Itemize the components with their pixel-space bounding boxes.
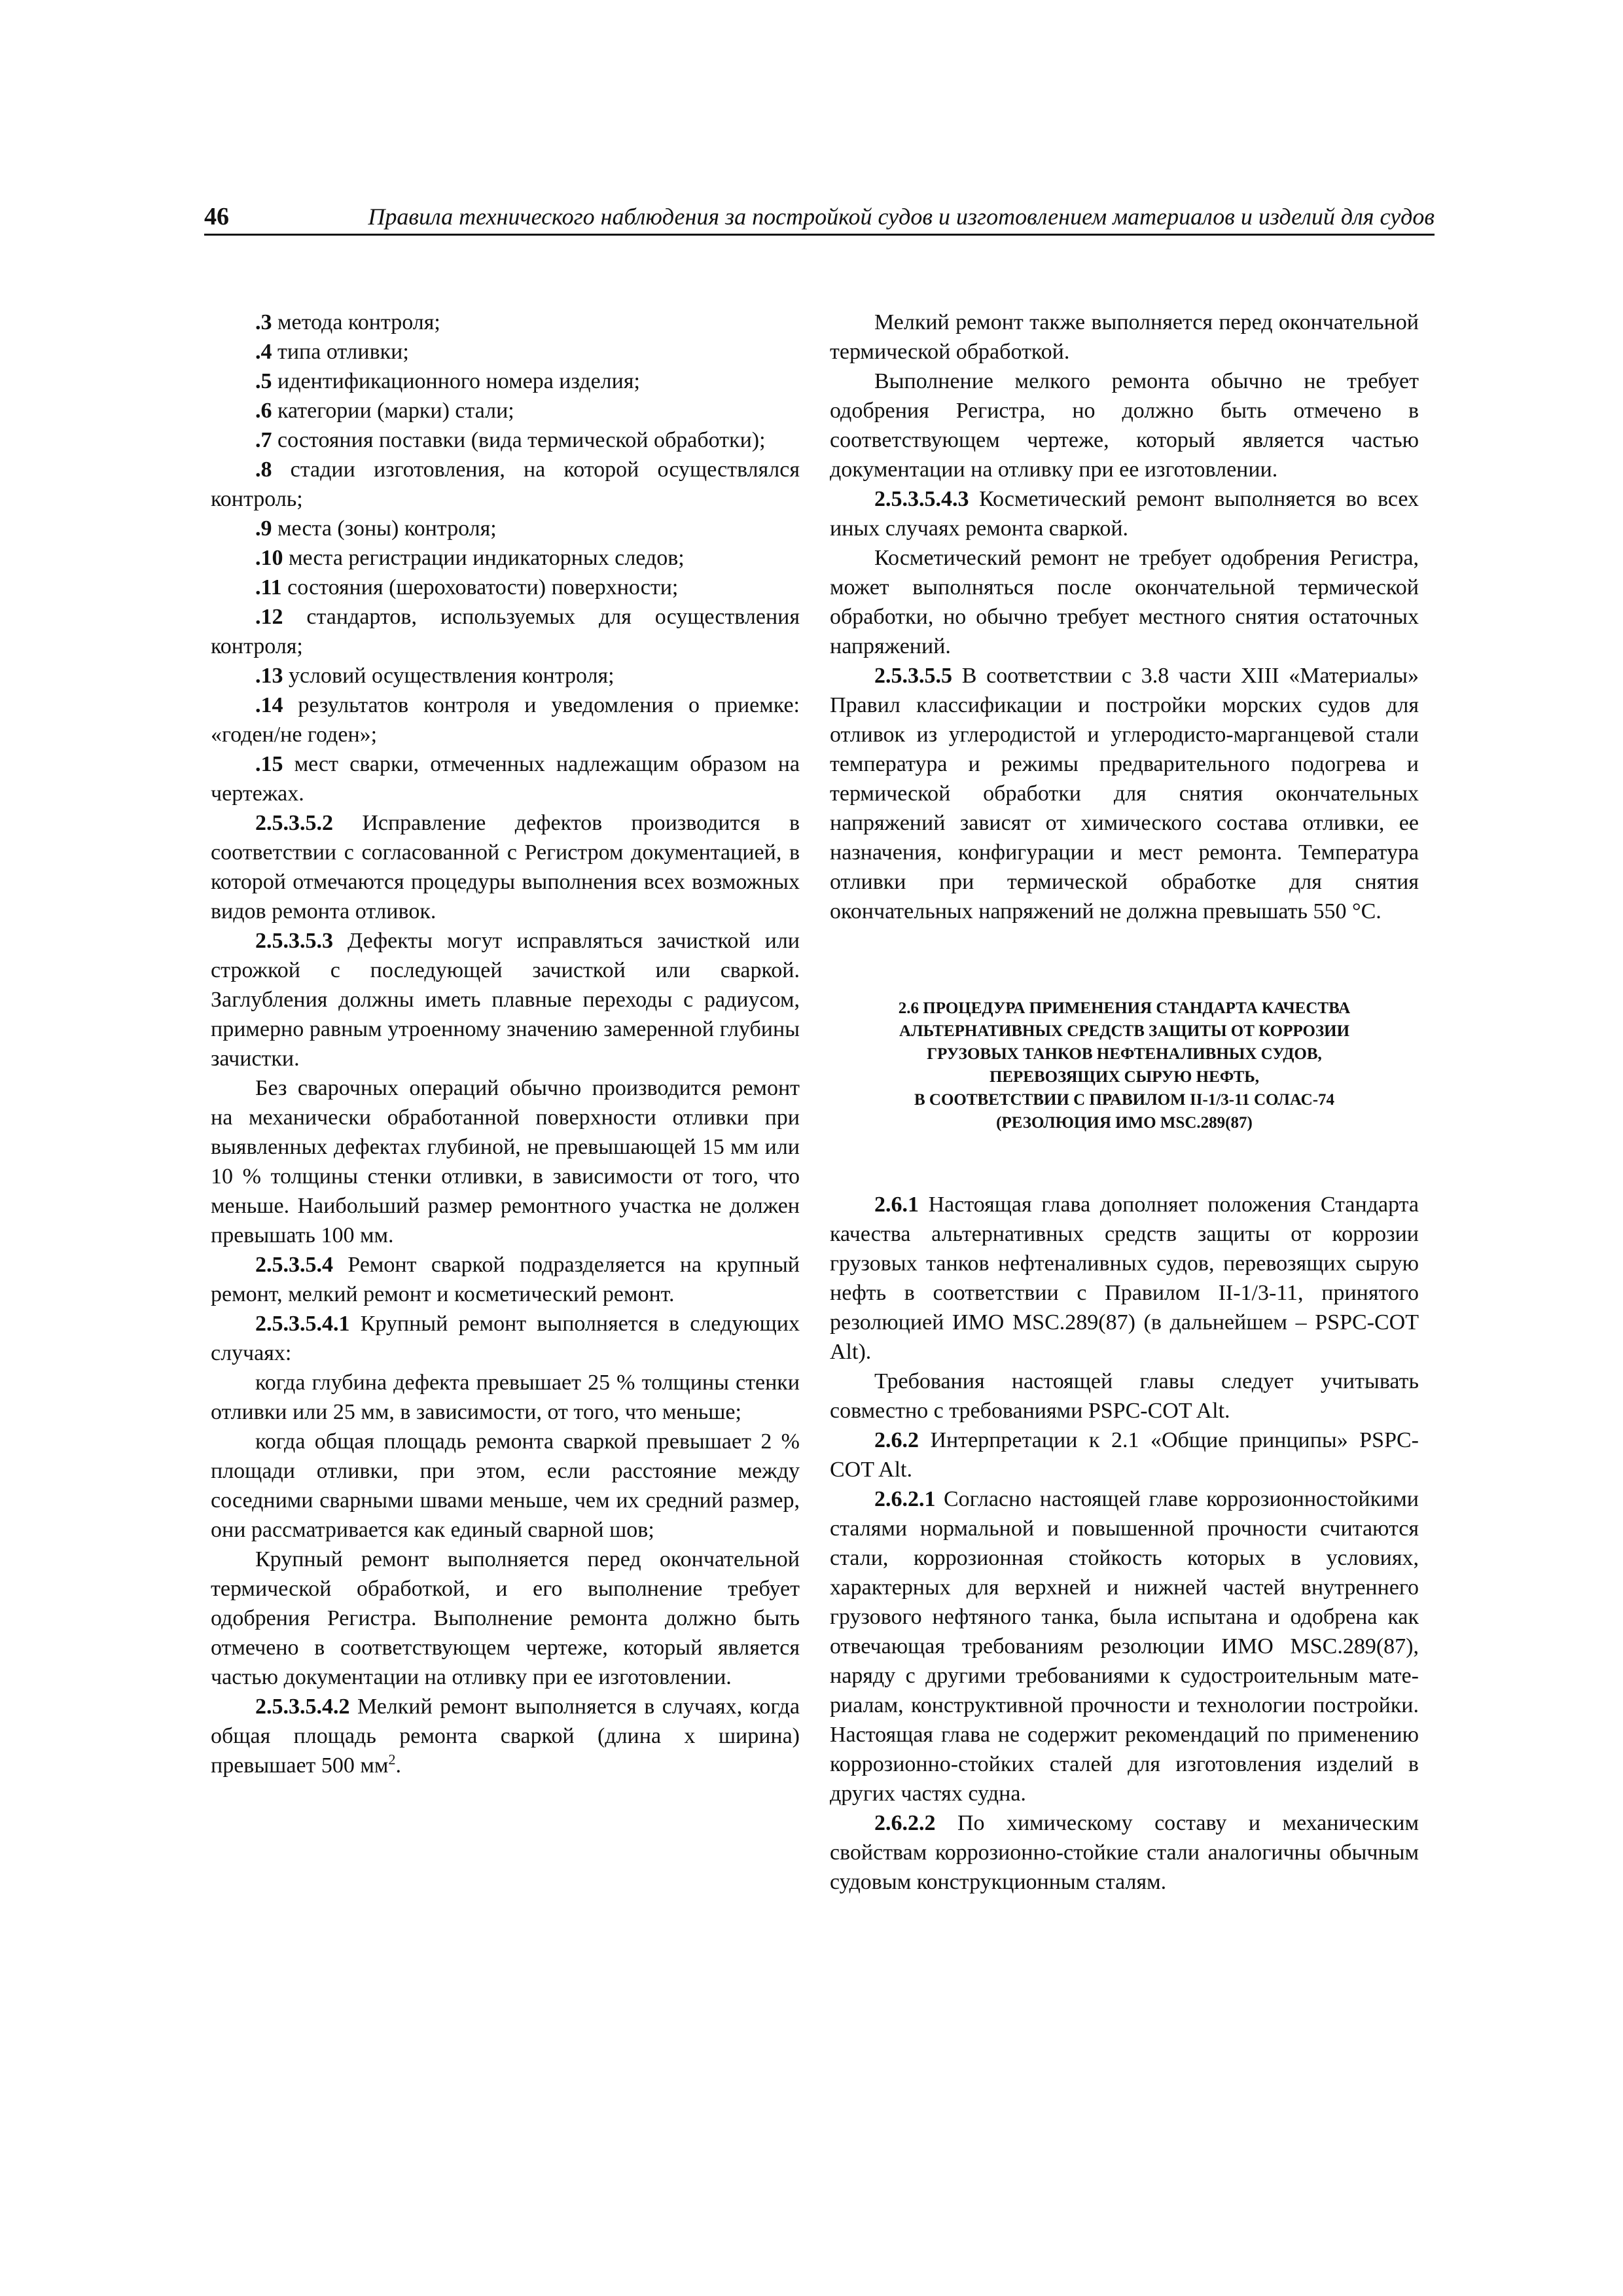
paragraph-2-6-1: 2.6.1 Настоящая глава дополняет положения Стандарта качества альтернативных средств защиты от коррозии грузовых танков нефтеналивных судов, перевозящих сырую нефть в соответствии с Правилом II-1/3-11, принятого резолюцией ИМО MSC.289(87) (в дальнейшем – PSPC-COT Alt). (830, 1193, 1419, 1364)
list-item: .7 состояния поставки (вида термической обработки); (255, 428, 766, 452)
paragraph-2-5-3-5-4: 2.5.3.5.4 Ремонт сваркой подразделяется на крупный ремонт, мелкий ремонт и косметический ремонт. (211, 1253, 800, 1306)
paragraph-major-repair: Крупный ремонт выполняется перед окончательной термической обработкой, и его выполнение требует одобрения Регистра. Выполнение ремонта должно быть отмечено в соответствующем чертеже, который является частью документации на отливку при ее изготовлении. (211, 1547, 800, 1689)
list-item: .15 мест сварки, отмеченных надлежащим образом на чертежах. (211, 752, 800, 806)
section-heading-line: 2.6 ПРОЦЕДУРА ПРИМЕНЕНИЯ СТАНДАРТА КАЧЕСТВА (898, 999, 1351, 1017)
paragraph-minor-repair-1: Мелкий ремонт также выполняется перед окончательной термической обработкой. (830, 310, 1419, 364)
section-heading-line: ГРУЗОВЫХ ТАНКОВ НЕФТЕНАЛИВНЫХ СУДОВ, (927, 1045, 1322, 1063)
list-item: .9 места (зоны) контроля; (255, 516, 497, 541)
paragraph-major-case-1: когда глубина дефекта превышает 25 % толщины стенки отливки или 25 мм, в зависимости, от того, что меньше; (211, 1371, 800, 1424)
paragraph-2-5-3-5-5: 2.5.3.5.5 В соответствии с 3.8 части XIII «Материалы» Правил классификации и постройки морских судов для отливок из углеродистой и углеродисто-марганцевой стали температура и режимы предварительного подогрева и термической обработки для снятия окончательных напряжений зависят от химического состава отливки, ее назначения, конфигурации и мест ремонта. Температура отливки при термической обработке для снятия окончательных напряжений не должна превышать 550 °С. (830, 664, 1419, 924)
list-item: .13 условий осуществления контроля; (255, 664, 615, 688)
paragraph-2-5-3-5-2: 2.5.3.5.2 Исправление дефектов производится в соответствии с согласованной с Регистром документацией, в которой отмечаются процедуры выполнения всех возможных видов ремонта отливок. (211, 811, 800, 924)
section-heading (830, 997, 1419, 1134)
paragraph-2-5-3-5-3: 2.5.3.5.3 Дефекты могут исправляться зачисткой или строжкой с последующей зачисткой или сваркой. Заглубления должны иметь плавные переходы с радиусом, примерно равным утроенному значению замеренной глубины зачистки. (211, 929, 800, 1071)
paragraph-cosmetic-repair: Косметический ремонт не требует одобрения Регистра, может выполняться после окончательной термической обработки, но обычно требует местного снятия остаточных напряжений. (830, 546, 1419, 658)
list-item: .8 стадии изготовления, на которой осуществлялся контроль; (211, 457, 800, 511)
paragraph-2-6-2-1: 2.6.2.1 Согласно настоящей главе коррозионностойкими сталями нормальной и повышенной прочности считаются стали, коррозионная стойкость которых в условиях, характерных для верхней и нижней частей внутреннего грузового нефтяного танка, была испытана и одобрена как отвечающая требованиям резолюции ИМО MSC.289(87), наряду с другими требованиями к судостроительным материалам, конструктивной прочности и технологии постройки. Настоящая глава не содержит рекомендаций по применению коррозионно-стойких сталей для изготовления изделий в других частях судна. (830, 1487, 1419, 1806)
list-item: .14 результатов контроля и уведомления о приемке: «годен/не годен»; (211, 693, 800, 747)
paragraph-2-5-3-5-4-2: 2.5.3.5.4.2 Мелкий ремонт выполняется в случаях, когда общая площадь ремонта сваркой (длина х ширина) превышает 500 $мм^2$. (211, 1695, 800, 1778)
section-heading-line: АЛЬТЕРНАТИВНЫХ СРЕДСТВ ЗАЩИТЫ ОТ КОРРОЗИИ (899, 1022, 1350, 1040)
list-item: .12 стандартов, используемых для осуществления контроля; (211, 605, 800, 658)
paragraph-minor-repair-2: Выполнение мелкого ремонта обычно не требует одобрения Регистра, но должно быть отмечено в соответствующем чертеже, который является частью документации на отливку при ее изготовлении. (830, 369, 1419, 482)
paragraph-2-6-2-2: 2.6.2.2 По химическому составу и механическим свойствам коррозионно-стойкие стали аналогичны обычным судовым конструкционным сталям. (830, 1811, 1419, 1894)
paragraph-2-5-3-5-4-1: 2.5.3.5.4.1 Крупный ремонт выполняется в следующих случаях: (211, 1312, 800, 1365)
list-item: .10 места регистрации индикаторных следов; (255, 546, 685, 570)
page-number: 46 (204, 203, 229, 230)
paragraph-requirements: Требования настоящей главы следует учитывать совместно с требованиями PSPC-COT Alt. (830, 1369, 1419, 1423)
list-item: .4 типа отливки; (255, 340, 409, 364)
paragraph-major-case-2: когда общая площадь ремонта сваркой превышает 2 % площади отливки, при этом, если расстояние между соседними сварными швами меньше, чем их средний размер, они рассматривается как единый сварной шов; (211, 1429, 800, 1542)
list-item: .6 категории (марки) стали; (255, 399, 514, 423)
list-item: .3 метода контроля; (255, 310, 440, 334)
left-column (211, 308, 800, 1780)
section-heading-line: В СООТВЕТСТВИИ С ПРАВИЛОМ II-1/3-11 СОЛАС-74 (914, 1091, 1335, 1109)
paragraph-non-weld-repair: Без сварочных операций обычно производится ремонт на механически обработанной поверхности отливки при выявленных дефектах глубиной, не превышающей 15 мм или 10 % толщины стенки отливки, в зависимости от того, что меньше. Наибольший размер ремонтного участка не должен превышать 100 мм. (211, 1076, 800, 1247)
right-column (830, 308, 1419, 1897)
list-item: .5 идентификационного номера изделия; (255, 369, 640, 393)
paragraph-2-5-3-5-4-3: 2.5.3.5.4.3 Косметический ремонт выполняется во всех иных случаях ремонта сваркой. (830, 487, 1419, 541)
list-item: .11 состояния (шероховатости) поверхности; (255, 575, 679, 600)
running-title: Правила технического наблюдения за постройкой судов и изготовлением материалов и изделий для судов (368, 204, 1435, 230)
section-heading-line: (РЕЗОЛЮЦИЯ ИМО MSC.289(87) (996, 1114, 1253, 1132)
section-heading-line: ПЕРЕВОЗЯЩИХ СЫРУЮ НЕФТЬ, (989, 1068, 1260, 1086)
running-header (204, 200, 1435, 236)
paragraph-2-6-2: 2.6.2 Интерпретации к 2.1 «Общие принципы» PSPC-COT Alt. (830, 1428, 1419, 1482)
